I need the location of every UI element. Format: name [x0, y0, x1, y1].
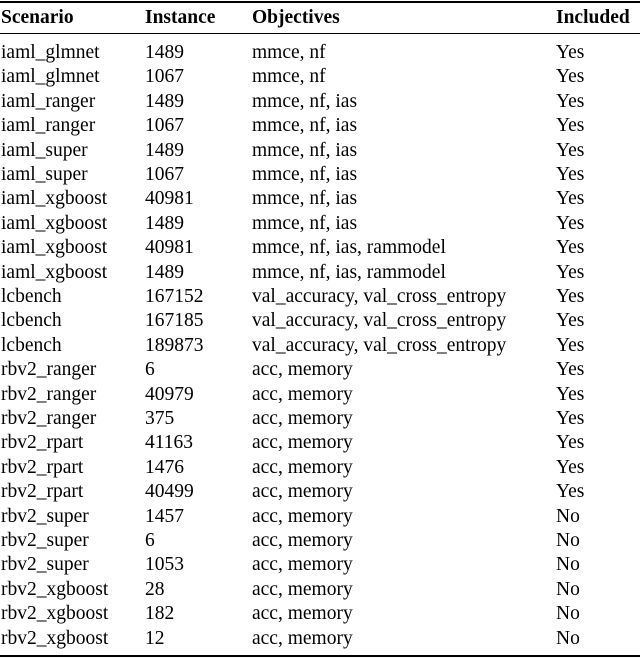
table-row: [0, 529, 640, 553]
cell-included: Yes: [556, 188, 585, 210]
table-row: [0, 358, 640, 382]
cell-included: Yes: [556, 481, 585, 503]
cell-scenario: rbv2_xgboost: [1, 578, 109, 600]
cell-included: Yes: [556, 139, 585, 161]
table-row: [0, 41, 640, 65]
cell-objectives: acc, memory: [252, 554, 353, 576]
cell-scenario: iaml_xgboost: [1, 261, 108, 283]
cell-scenario: iaml_ranger: [1, 115, 96, 137]
cell-objectives: mmce, nf, ias: [252, 188, 358, 210]
header-scenario: Scenario: [1, 7, 74, 28]
cell-scenario: rbv2_rpart: [1, 481, 84, 503]
cell-included: Yes: [556, 334, 585, 356]
bottom-rule: [0, 655, 640, 657]
table-row: [0, 383, 640, 407]
cell-included: No: [556, 578, 580, 600]
cell-instance: 28: [145, 578, 165, 600]
table-row: [0, 505, 640, 529]
cell-instance: 40981: [145, 188, 194, 210]
cell-objectives: acc, memory: [252, 505, 353, 527]
table-row: [0, 236, 640, 260]
cell-objectives: mmce, nf, ias, rammodel: [252, 237, 446, 259]
cell-objectives: acc, memory: [252, 627, 353, 649]
cell-objectives: mmce, nf, ias: [252, 90, 358, 112]
header-instance: Instance: [145, 7, 216, 28]
cell-included: Yes: [556, 359, 585, 381]
cell-instance: 1489: [145, 139, 184, 161]
table-row: [0, 65, 640, 89]
cell-scenario: iaml_xgboost: [1, 212, 108, 234]
cell-scenario: lcbench: [1, 286, 62, 307]
cell-included: No: [556, 530, 580, 551]
cell-included: Yes: [556, 237, 585, 259]
table-row: [0, 456, 640, 480]
table-row: [0, 90, 640, 114]
cell-objectives: mmce, nf, ias: [252, 115, 358, 137]
cell-instance: 167152: [145, 286, 204, 307]
cell-included: Yes: [556, 115, 585, 137]
cell-scenario: rbv2_xgboost: [1, 627, 109, 649]
cell-instance: 1489: [145, 42, 184, 63]
table-row: [0, 139, 640, 163]
cell-included: Yes: [556, 432, 585, 454]
table-row: [0, 285, 640, 309]
cell-scenario: rbv2_super: [1, 554, 89, 576]
table-row: [0, 114, 640, 138]
cell-objectives: val_accuracy, val_cross_entropy: [252, 286, 507, 307]
cell-objectives: acc, memory: [252, 408, 353, 429]
cell-scenario: iaml_xgboost: [1, 188, 108, 210]
cell-instance: 41163: [145, 432, 194, 454]
cell-instance: 1489: [145, 90, 184, 112]
cell-scenario: iaml_super: [1, 139, 88, 161]
cell-instance: 1067: [145, 66, 184, 88]
table-row: [0, 163, 640, 187]
cell-scenario: rbv2_super: [1, 530, 89, 551]
cell-instance: 167185: [145, 310, 204, 332]
mid-rule: [0, 33, 640, 34]
cell-instance: 1489: [145, 261, 184, 283]
cell-instance: 40981: [145, 237, 194, 259]
cell-scenario: iaml_glmnet: [1, 66, 100, 88]
cell-included: No: [556, 554, 580, 576]
cell-instance: 6: [145, 530, 155, 551]
cell-objectives: mmce, nf, ias: [252, 139, 358, 161]
table-row: [0, 578, 640, 602]
cell-objectives: mmce, nf, ias: [252, 212, 358, 234]
cell-objectives: acc, memory: [252, 481, 353, 503]
table-row: [0, 602, 640, 626]
cell-included: Yes: [556, 310, 585, 332]
cell-included: Yes: [556, 164, 585, 185]
cell-objectives: mmce, nf: [252, 42, 326, 63]
cell-instance: 182: [145, 603, 175, 625]
cell-scenario: iaml_xgboost: [1, 237, 108, 259]
cell-included: Yes: [556, 261, 585, 283]
cell-objectives: mmce, nf: [252, 66, 326, 88]
header-row: [0, 6, 640, 30]
table-row: [0, 627, 640, 651]
cell-instance: 1489: [145, 212, 184, 234]
cell-objectives: mmce, nf, ias, rammodel: [252, 261, 446, 283]
header-included: Included: [556, 7, 630, 28]
cell-scenario: rbv2_ranger: [1, 408, 97, 429]
cell-included: Yes: [556, 42, 585, 63]
table-row: [0, 431, 640, 455]
cell-scenario: rbv2_ranger: [1, 383, 97, 405]
cell-instance: 189873: [145, 334, 204, 356]
cell-instance: 12: [145, 627, 165, 649]
cell-scenario: rbv2_ranger: [1, 359, 97, 381]
cell-scenario: rbv2_super: [1, 505, 89, 527]
cell-instance: 40979: [145, 383, 194, 405]
cell-objectives: val_accuracy, val_cross_entropy: [252, 310, 507, 332]
cell-objectives: acc, memory: [252, 578, 353, 600]
cell-objectives: val_accuracy, val_cross_entropy: [252, 334, 507, 356]
cell-objectives: acc, memory: [252, 603, 353, 625]
cell-included: No: [556, 627, 580, 649]
cell-instance: 375: [145, 408, 175, 429]
cell-instance: 1053: [145, 554, 184, 576]
cell-instance: 1067: [145, 115, 184, 137]
cell-instance: 6: [145, 359, 155, 381]
table-row: [0, 309, 640, 333]
cell-included: Yes: [556, 383, 585, 405]
cell-objectives: acc, memory: [252, 530, 353, 551]
cell-included: Yes: [556, 286, 585, 307]
table-row: [0, 407, 640, 431]
cell-scenario: lcbench: [1, 310, 62, 332]
cell-scenario: iaml_glmnet: [1, 42, 100, 63]
cell-instance: 1476: [145, 456, 184, 478]
cell-instance: 40499: [145, 481, 194, 503]
top-rule: [0, 1, 640, 3]
cell-scenario: iaml_super: [1, 164, 88, 185]
table-row: [0, 334, 640, 358]
table-row: [0, 187, 640, 211]
cell-instance: 1067: [145, 164, 184, 185]
cell-included: No: [556, 603, 580, 625]
cell-objectives: acc, memory: [252, 432, 353, 454]
cell-included: Yes: [556, 212, 585, 234]
cell-included: Yes: [556, 90, 585, 112]
cell-scenario: rbv2_rpart: [1, 456, 84, 478]
cell-included: Yes: [556, 408, 585, 429]
table-row: [0, 212, 640, 236]
cell-objectives: acc, memory: [252, 456, 353, 478]
cell-instance: 1457: [145, 505, 184, 527]
cell-scenario: rbv2_xgboost: [1, 603, 109, 625]
cell-objectives: acc, memory: [252, 383, 353, 405]
cell-objectives: mmce, nf, ias: [252, 164, 358, 185]
cell-scenario: iaml_ranger: [1, 90, 96, 112]
cell-scenario: rbv2_rpart: [1, 432, 84, 454]
cell-included: Yes: [556, 456, 585, 478]
table-row: [0, 553, 640, 577]
cell-included: Yes: [556, 66, 585, 88]
cell-objectives: acc, memory: [252, 359, 353, 381]
table-row: [0, 261, 640, 285]
cell-included: No: [556, 505, 580, 527]
header-objectives: Objectives: [252, 7, 340, 28]
table-row: [0, 480, 640, 504]
cell-scenario: lcbench: [1, 334, 62, 356]
